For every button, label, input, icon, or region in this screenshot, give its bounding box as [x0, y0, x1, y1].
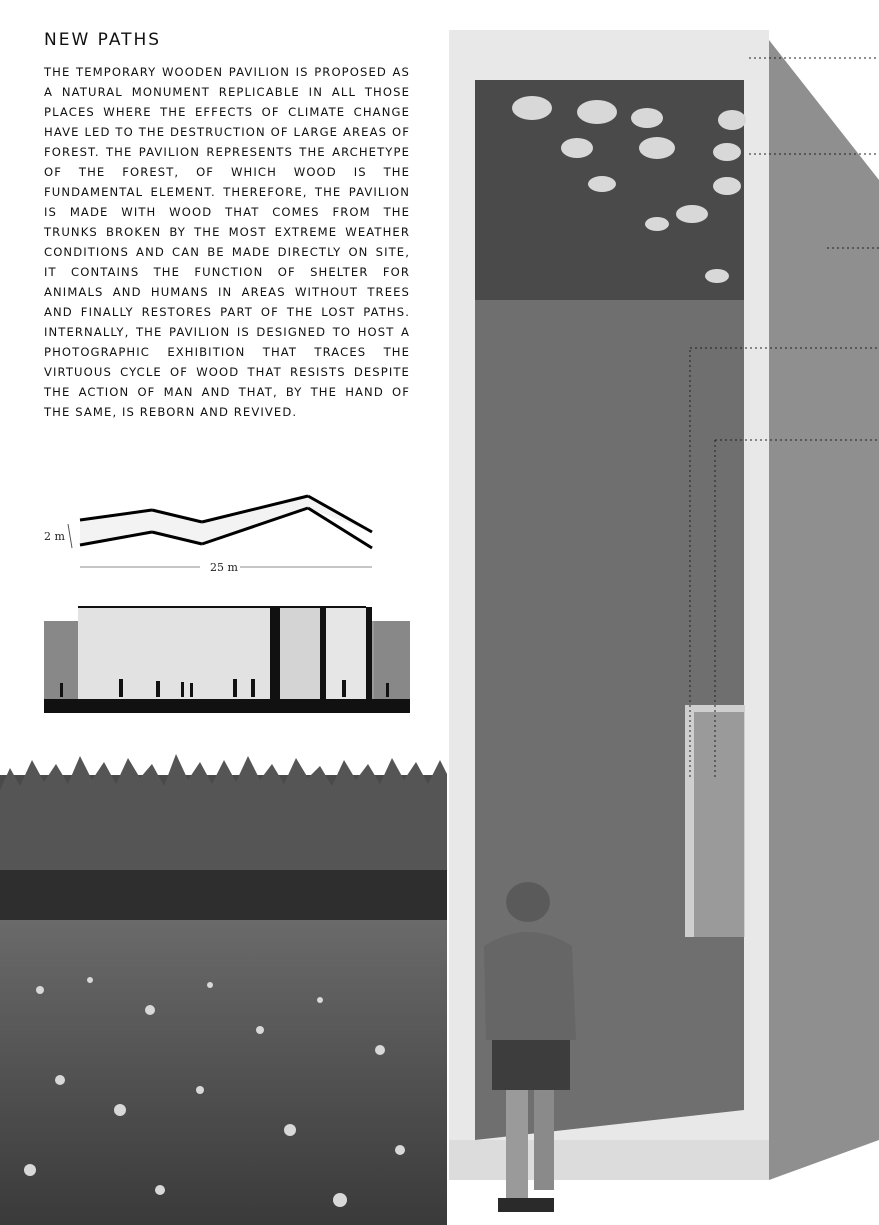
plan-width-label: 2 m	[44, 530, 65, 543]
plan-diagram	[40, 490, 380, 580]
forest-meadow-image	[0, 750, 450, 1225]
plan-length-label: 25 m	[210, 561, 238, 574]
standing-person-figure	[470, 880, 600, 1225]
section-drawing	[44, 605, 410, 713]
page-title: NEW PATHS	[44, 30, 162, 50]
description-text: THE TEMPORARY WOODEN PAVILION IS PROPOSED AS A NATURAL MONUMENT REPLICABLE IN ALL THOSE PLACES WHERE THE EFFECTS OF CLIMATE CHANGE HAVE LED TO THE DESTRUCTION OF LARGE AREAS OF FOREST. THE PAVILION REPRESENTS THE ARCHETYPE OF THE FOREST, OF WHICH WOOD IS THE FUNDAMENTAL ELEMENT. THEREFORE, THE PAVILION IS MADE WITH WOOD THAT COMES FROM THE TRUNKS BROKEN BY THE MOST EXTREME WEATHER CONDITIONS AND CAN BE MADE DIRECTLY ON SITE, IT CONTAINS THE FUNCTION OF SHELTER FOR ANIMALS AND HUMANS IN AREAS WITHOUT TREES AND FINALLY RESTORES PART OF THE LOST PATHS. INTERNALLY, THE PAVILION IS DESIGNED TO HOST A PHOTOGRAPHIC EXHIBITION THAT TRACES THE VIRTUOUS CYCLE OF WOOD THAT RESISTS DESPITE THE ACTION OF MAN AND THAT, BY THE HAND OF THE SAME, IS REBORN AND REVIVED.	[44, 65, 410, 419]
